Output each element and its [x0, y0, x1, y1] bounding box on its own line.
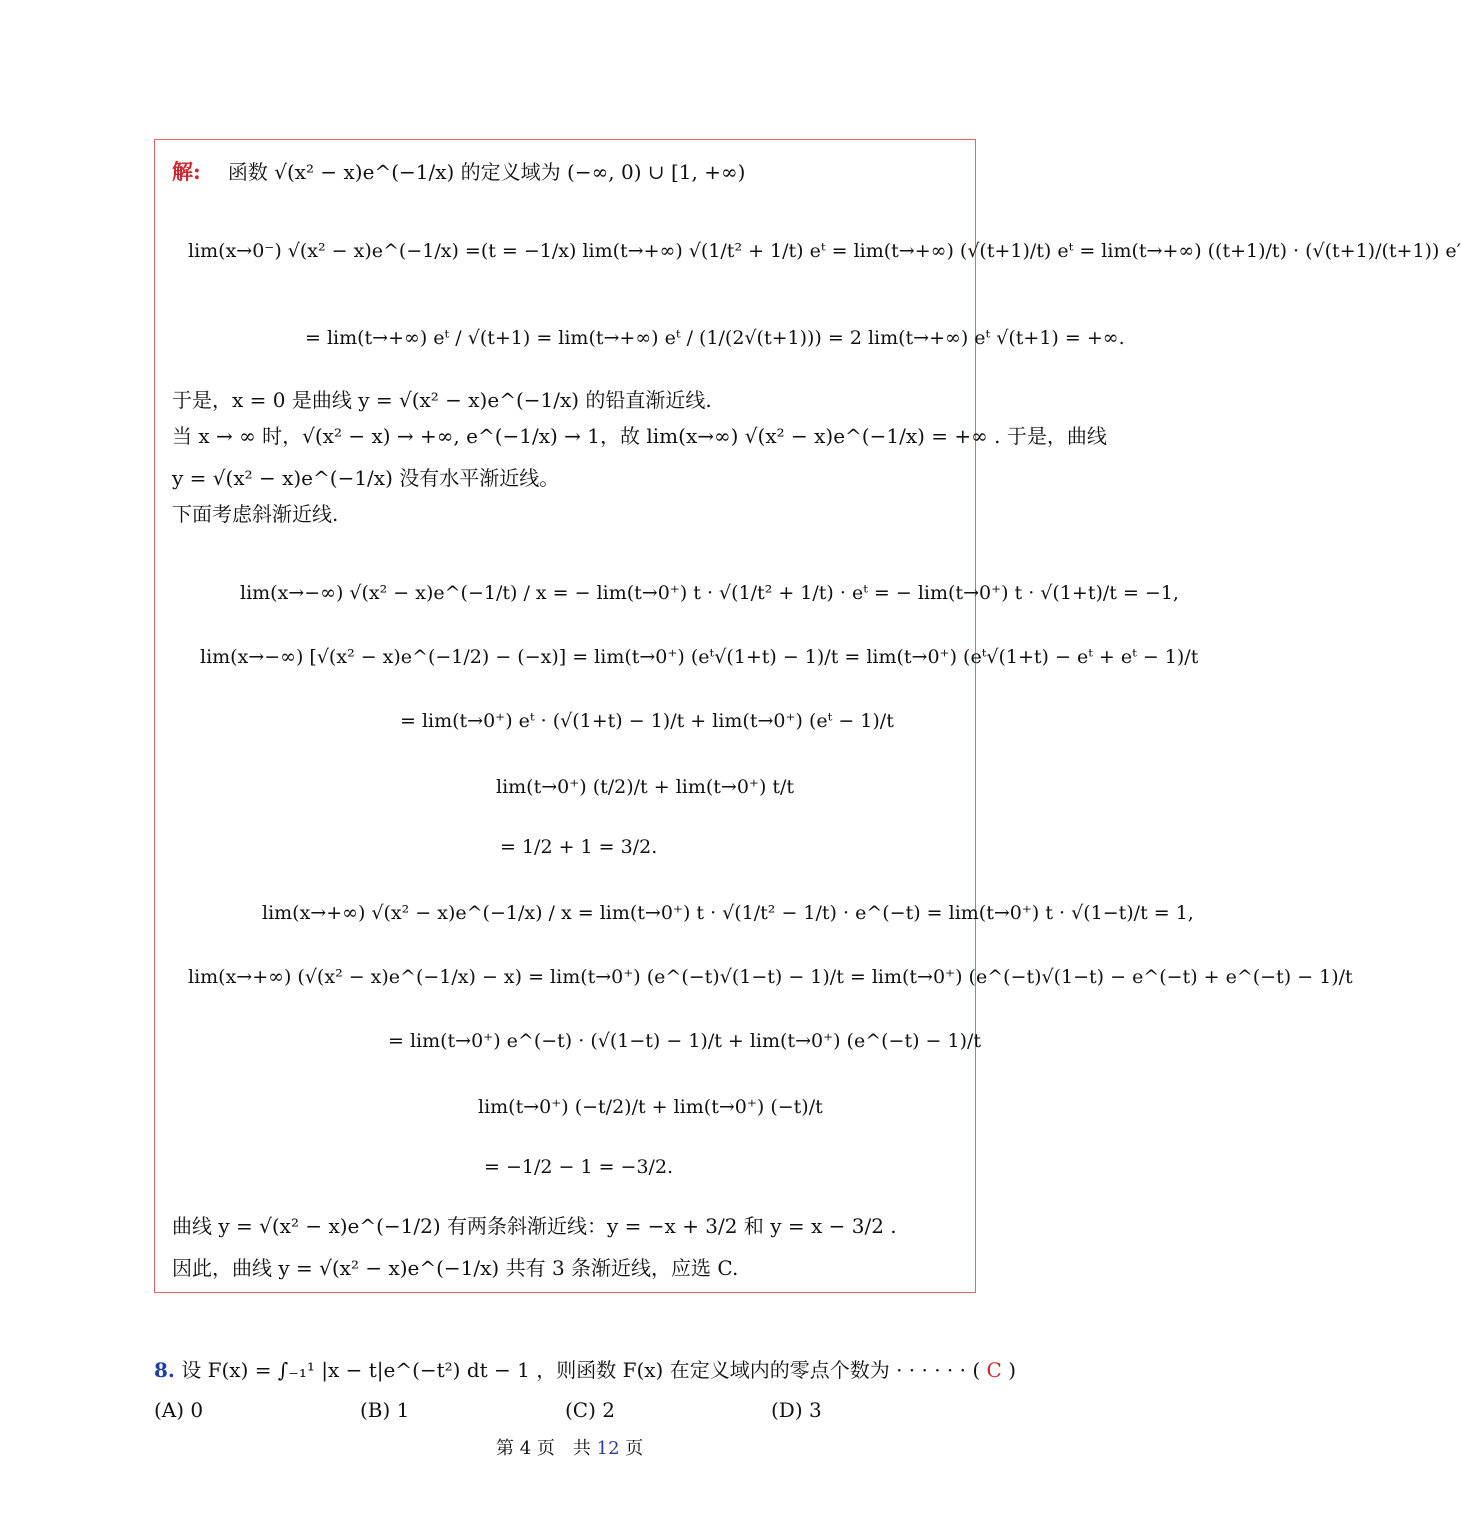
text-oblique-asymptotes: 曲线 y = √(x² − x)e^(−1/2) 有两条斜渐近线：y = −x + 3/2 和 y = x − 3/2 . [172, 1214, 897, 1238]
equation-6: lim(t→0⁺) (t/2)/t + lim(t→0⁺) t/t [496, 776, 795, 798]
question-number: 8. [154, 1358, 175, 1382]
equation-2: = lim(t→+∞) eᵗ / √(t+1) = lim(t→+∞) eᵗ / (1/(2√(t+1))) = 2 lim(t→+∞) eᵗ √(t+1) = +∞. [305, 327, 1125, 349]
equation-11: lim(t→0⁺) (−t/2)/t + lim(t→0⁺) (−t)/t [478, 1096, 823, 1118]
text-vertical-asymptote: 于是，x = 0 是曲线 y = √(x² − x)e^(−1/x) 的铅直渐近线. [172, 388, 712, 412]
option-b: (B) 1 [360, 1398, 410, 1422]
equation-5: = lim(t→0⁺) eᵗ · (√(1+t) − 1)/t + lim(t→0⁺) (eᵗ − 1)/t [400, 710, 894, 732]
question-8 [154, 1354, 1016, 1383]
page-footer-suffix: 页 [625, 1438, 644, 1459]
text-no-horizontal: y = √(x² − x)e^(−1/x) 没有水平渐近线。 [172, 466, 560, 490]
page-footer [496, 1434, 643, 1460]
equation-12: = −1/2 − 1 = −3/2. [484, 1156, 674, 1178]
solution-label: 解: [172, 159, 201, 184]
text-limit-infinity: 当 x → ∞ 时，√(x² − x) → +∞, e^(−1/x) → 1，故 lim(x→∞) √(x² − x)e^(−1/x) = +∞ . 于是，曲线 [172, 424, 1107, 448]
option-a: (A) 0 [154, 1398, 204, 1422]
option-d: (D) 3 [771, 1398, 822, 1422]
equation-4: lim(x→−∞) [√(x² − x)e^(−1/2) − (−x)] = lim(t→0⁺) (eᵗ√(1+t) − 1)/t = lim(t→0⁺) (eᵗ√(1+t) − eᵗ + eᵗ − 1)/t [200, 646, 1199, 668]
page-total: 12 [596, 1438, 620, 1459]
equation-9: lim(x→+∞) (√(x² − x)e^(−1/x) − x) = lim(t→0⁺) (e^(−t)√(1−t) − 1)/t = lim(t→0⁺) (e^(−t)√(1−t) − e^(−t) + e^(−t) − 1)/t [188, 966, 1353, 988]
solution-intro-line [172, 156, 745, 186]
equation-7: = 1/2 + 1 = 3/2. [500, 836, 658, 858]
question-close: ) [1008, 1358, 1017, 1382]
equation-10: = lim(t→0⁺) e^(−t) · (√(1−t) − 1)/t + lim(t→0⁺) (e^(−t) − 1)/t [388, 1030, 982, 1052]
equation-1: lim(x→0⁻) √(x² − x)e^(−1/x) =(t = −1/x) lim(t→+∞) √(1/t² + 1/t) eᵗ = lim(t→+∞) (√(t+1)/t) eᵗ = lim(t→+∞) ((t+1)/t) · (√(t+1)/(t+1)) e′ [188, 240, 1461, 262]
option-c: (C) 2 [565, 1398, 615, 1422]
text-oblique-intro: 下面考虑斜渐近线. [172, 502, 339, 526]
equation-8: lim(x→+∞) √(x² − x)e^(−1/x) / x = lim(t→0⁺) t · √(1/t² − 1/t) · e^(−t) = lim(t→0⁺) t · √(1−t)/t = 1, [262, 902, 1194, 924]
question-stem: 设 F(x) = ∫₋₁¹ |x − t|e^(−t²) dt − 1 ，则函数 F(x) 在定义域内的零点个数为 · · · · · · ( [181, 1358, 981, 1382]
page-footer-prefix: 第 4 页 共 [496, 1438, 591, 1459]
solution-intro: 函数 √(x² − x)e^(−1/x) 的定义域为 (−∞, 0) ∪ [1, +∞) [227, 160, 746, 184]
equation-3: lim(x→−∞) √(x² − x)e^(−1/t) / x = − lim(t→0⁺) t · √(1/t² + 1/t) · eᵗ = − lim(t→0⁺) t · √(1+t)/t = −1, [240, 582, 1179, 604]
question-answer: C [986, 1358, 1002, 1382]
text-conclusion: 因此，曲线 y = √(x² − x)e^(−1/x) 共有 3 条渐近线，应选 C. [172, 1256, 739, 1280]
